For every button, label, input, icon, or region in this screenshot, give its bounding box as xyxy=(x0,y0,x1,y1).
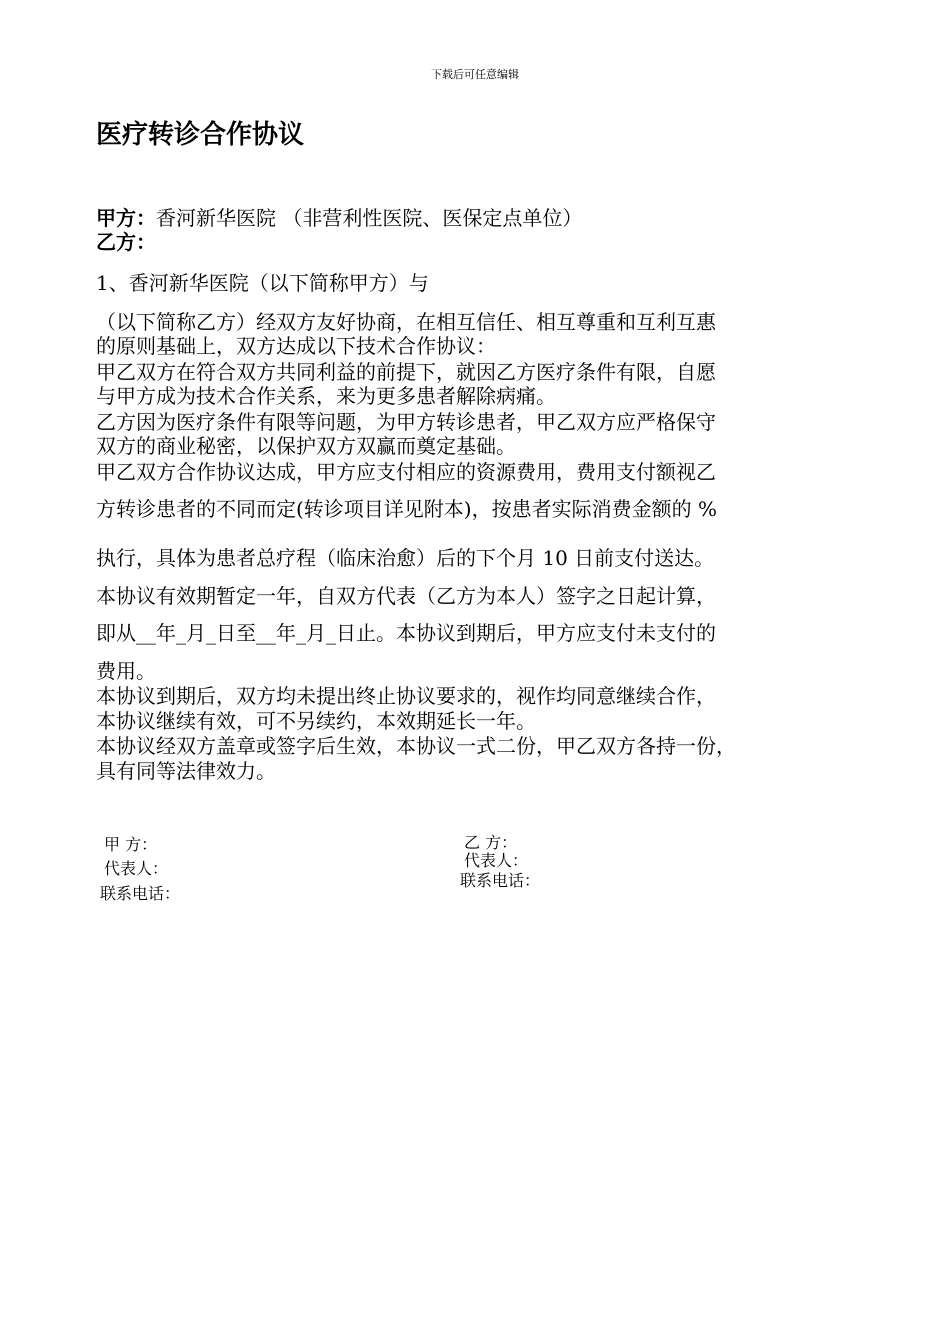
clause-line: 费用。 xyxy=(96,659,156,683)
clause-line: 的原则基础上，双方达成以下技术合作协议： xyxy=(96,334,496,358)
clause-line: （以下简称乙方）经双方友好协商，在相互信任、相互尊重和互利互惠 xyxy=(96,310,716,334)
clause-line: 1、香河新华医院（以下简称甲方）与 xyxy=(96,271,429,295)
party-b-line xyxy=(96,230,156,254)
clause-line: 与甲方成为技术合作关系，来为更多患者解除病痛。 xyxy=(96,384,556,408)
clause-line: 甲乙双方合作协议达成，甲方应支付相应的资源费用，费用支付额视乙 xyxy=(96,460,716,484)
clause-line: 本协议继续有效，可不另续约，本效期延长一年。 xyxy=(96,709,536,733)
clause-line: 乙方因为医疗条件有限等问题，为甲方转诊患者，甲乙双方应严格保守 xyxy=(96,410,716,434)
clause-line: 方转诊患者的不同而定(转诊项目详见附本)，按患者实际消费金额的 % xyxy=(96,497,717,521)
party-a-label: 甲方： xyxy=(96,206,156,230)
clause-line: 即从__年_月_日至__年_月_日止。本协议到期后，甲方应支付未支付的 xyxy=(96,621,716,645)
document-title: 医疗转诊合作协议 xyxy=(96,120,305,150)
clause-line: 本协议到期后，双方均未提出终止协议要求的，视作均同意继续合作， xyxy=(96,684,716,708)
clause-line: 具有同等法律效力。 xyxy=(96,759,276,783)
signature-phone-b: 联系电话： xyxy=(460,871,541,890)
party-a-line xyxy=(96,206,582,230)
party-a-value: 香河新华医院 （非营利性医院、医保定点单位） xyxy=(156,206,583,230)
signature-rep-a: 代表人： xyxy=(104,859,169,878)
clause-line: 执行，具体为患者总疗程（临床治愈）后的下个月 10 日前支付送达。 xyxy=(96,546,715,570)
clause-line: 本协议经双方盖章或签字后生效，本协议一式二份，甲乙双方各持一份， xyxy=(96,734,736,758)
signature-phone-a: 联系电话： xyxy=(100,884,181,903)
signature-party-b: 乙 方： xyxy=(464,833,518,852)
clause-line: 甲乙双方在符合双方共同利益的前提下，就因乙方医疗条件有限，自愿 xyxy=(96,360,716,384)
signature-party-a: 甲 方： xyxy=(104,835,158,854)
clause-line: 本协议有效期暂定一年，自双方代表（乙方为本人）签字之日起计算， xyxy=(96,584,716,608)
party-b-label: 乙方： xyxy=(96,230,156,254)
clause-line: 双方的商业秘密，以保护双方双赢而奠定基础。 xyxy=(96,434,516,458)
signature-rep-b: 代表人： xyxy=(464,851,529,870)
header-note: 下载后可任意编辑 xyxy=(431,68,519,81)
